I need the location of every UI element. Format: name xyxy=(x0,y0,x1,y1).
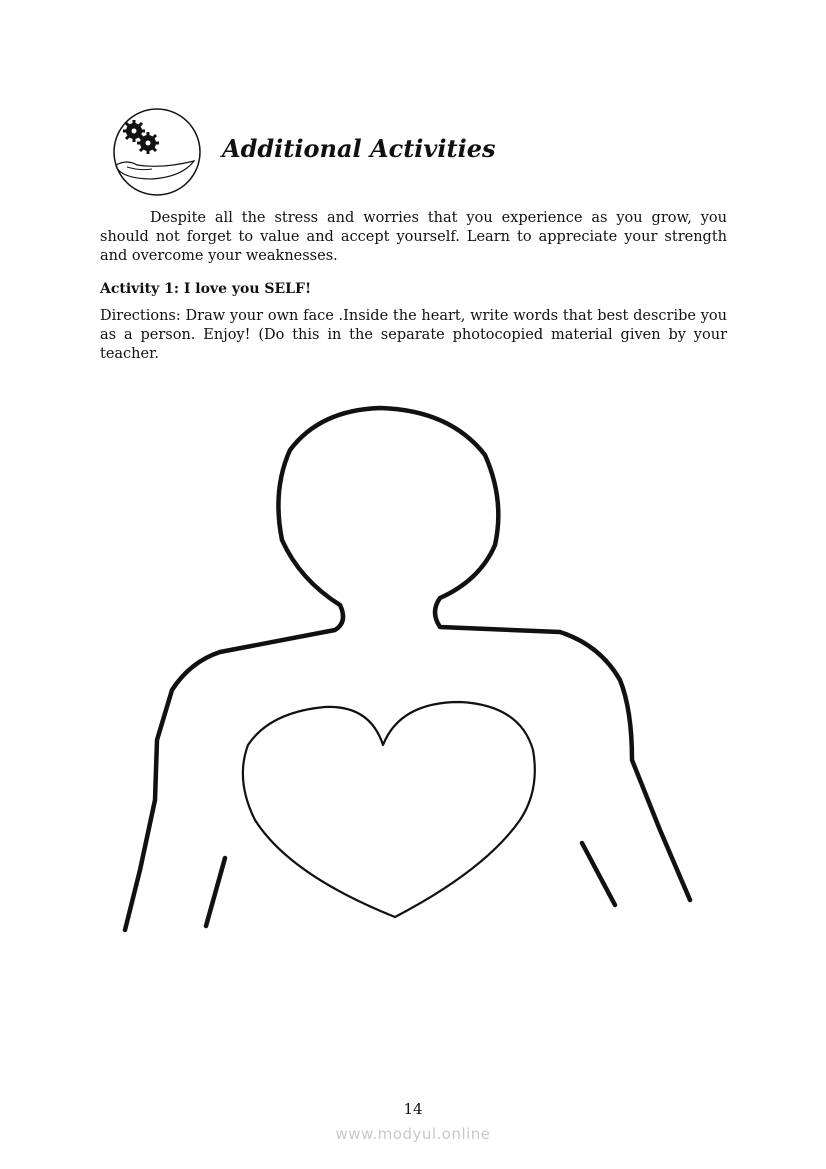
watermark: www.modyul.online xyxy=(335,1125,491,1143)
heart-shape xyxy=(243,702,535,917)
gears-in-hand-icon xyxy=(112,107,202,197)
page-title: Additional Activities xyxy=(222,134,496,163)
body-outline-with-heart xyxy=(0,390,826,950)
activity-directions: Directions: Draw your own face .Inside the heart, write words that best describe you as a person. Enjoy! (Do this in the separate photocopied material given by your teacher. xyxy=(100,308,727,362)
right-arm-line xyxy=(582,843,615,905)
intro-paragraph: Despite all the stress and worries that you experience as you grow, you should not forget to value and accept yourself. Learn to appreciate your strength and overcome your weaknesses. xyxy=(100,210,727,264)
left-arm-line xyxy=(206,858,225,926)
activity-title: Activity 1: I love you SELF! xyxy=(100,281,312,297)
page-number: 14 xyxy=(403,1100,423,1118)
body-outline xyxy=(125,408,690,930)
